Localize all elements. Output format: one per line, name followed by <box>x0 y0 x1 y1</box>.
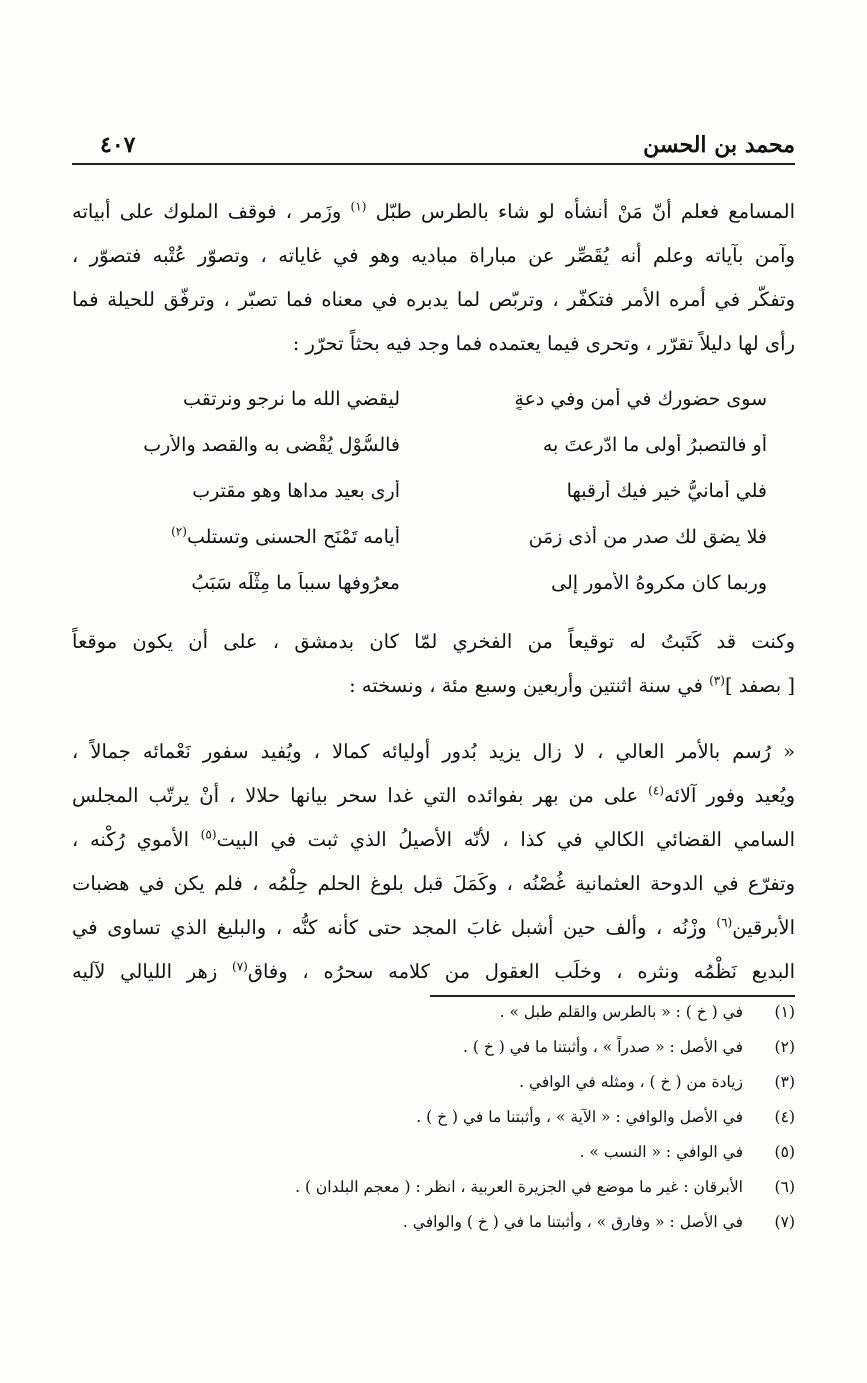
footnote-text: في الأصل والوافي : « الآية » ، وأثبتنا ما في ( خ ) . <box>416 1108 743 1126</box>
text-line: السامي القضائي الكالي في كذا ، لأنّه الأصيلُ الذي ثبت في البيت$^{(٥)}$ الأموي رُكْنه ، <box>72 827 795 851</box>
footnote-rule <box>430 995 795 997</box>
text-line: رأى لها دليلاً تقرّر ، وتحرى فيما يعتمده فما وجد فيه بحثاً تحرّر : <box>292 332 795 355</box>
footnote-number: (١) <box>774 1003 795 1021</box>
running-title: محمد بن الحسن <box>643 132 795 158</box>
footnote-number: (٤) <box>774 1108 795 1126</box>
footnote-ref[interactable]: (٦) <box>716 915 733 930</box>
verse <box>100 480 767 526</box>
footnote-item <box>72 1213 795 1248</box>
footnote-ref[interactable]: (٤) <box>648 783 664 798</box>
footnote-text: في الأصل : « صدراً » ، وأثبتنا ما في ( خ ) . <box>463 1038 743 1056</box>
text-line: [ بصفد ]$^{(٣)}$ في سنة اثنتين وأربعين وسبع مئة ، ونسخته : <box>349 673 795 697</box>
text-line: المسامع فعلم أنّ مَنْ أنشأه لو شاء بالطرس طبّل $^{(١)}$ وزَمر ، فوقف الملوك على أبياته <box>72 199 795 223</box>
footnote-ref[interactable]: (٧) <box>232 959 248 974</box>
footnote-number: (٢) <box>774 1038 795 1056</box>
text-line: وكنت قد كَتَبتُ له توقيعاً من الفخري لمّا كان بدمشق ، على أن يكون موقعاً <box>72 630 795 653</box>
footnote-text: الأبرقان : غير ما موضع في الجزيرة العربية ، انظر : ( معجم البلدان ) . <box>295 1178 743 1196</box>
text-line: « رُسم بالأمر العالي ، لا زال يزيد بُدور أوليائه كمالا ، ويُفيد سفور نَعْمائه جمالاً ، <box>72 740 795 763</box>
verse <box>100 388 767 434</box>
footnote-ref[interactable]: (٣) <box>709 673 725 688</box>
text-line: الأبرقين$^{(٦)}$ وزْنُه ، وألف حين أشبل غابَ المجد حتى كأنه كنُّه ، والبليغ الذي تساوى في <box>72 915 795 939</box>
footnote-item <box>72 1038 795 1073</box>
intro-paragraph <box>72 190 795 366</box>
footnote-ref[interactable]: (٥) <box>200 827 217 842</box>
footnote-text: في الأصل : « وفارق » ، وأثبتنا ما في ( خ ) والوافي . <box>402 1213 743 1231</box>
text-line: وتفرّع في الدوحة العثمانية غُصْنُه ، وكَمَلَ قبل بلوغ الحلم حِلْمُه ، فلم يكن في هضبات <box>72 872 795 895</box>
footnote-number: (٣) <box>774 1073 795 1091</box>
text-line: وآمن بآياته وعلم أنه يُقَصِّر عن مباراة مباديه وهو في غاياته ، وتصوّر عُتْبه فتصوّر ، <box>72 244 795 267</box>
verse-second-hemistich: فالسُّوْل يُقْضى به والقصد والأرب <box>143 434 400 456</box>
page-number: ٤٠٧ <box>100 132 136 158</box>
verse-second-hemistich: أرى بعيد مداها وهو مقترب <box>192 480 400 502</box>
verse-first-hemistich: فلا يضق لك صدر من أذى زمَنٍ <box>528 526 767 548</box>
verse <box>100 434 767 480</box>
text-line: وتفكّر في أمره الأمر فتكفّر ، وتربّص لما يدبره في معناه فما تصبّر ، وترفّق للحيلة فما <box>72 288 795 311</box>
footnote-text: في ( خ ) : « بالطرس والقلم طبل » . <box>499 1003 743 1021</box>
page-header <box>72 128 795 164</box>
header-rule <box>72 163 795 165</box>
verse <box>100 572 767 618</box>
poem-verses <box>100 388 767 618</box>
footnote-item <box>72 1003 795 1038</box>
footnote-text: في الوافي : « النسب » . <box>579 1143 743 1161</box>
second-paragraph <box>72 620 795 708</box>
footnote-text: زيادة من ( خ ) ، ومثله في الوافي . <box>519 1073 743 1091</box>
footnote-number: (٥) <box>774 1143 795 1161</box>
decree-paragraph <box>72 730 795 994</box>
footnote-item <box>72 1178 795 1213</box>
verse-first-hemistich: فلي أمانيُّ خير فيك أرقبها <box>566 480 767 502</box>
footnote-number: (٧) <box>774 1213 795 1231</box>
verse-first-hemistich: وربما كان مكروهُ الأمور إلى <box>551 572 767 594</box>
footnote-number: (٦) <box>774 1178 795 1196</box>
verse-second-hemistich: أيامه تَمْنَح الحسنى وتستلب$^{(٢)}$ <box>171 526 400 548</box>
footnote-item <box>72 1143 795 1178</box>
footnote-item <box>72 1108 795 1143</box>
verse-first-hemistich: سوى حضورك في أمنٍ وفي دعةٍ <box>514 388 767 410</box>
text-line: ويُعيد وفور آلائه$^{(٤)}$ على من بهر بفوائده التي غدا سحر بيانها حلالا ، أنْ يرتّب المجلس <box>72 783 795 807</box>
footnote-item <box>72 1073 795 1108</box>
footnotes <box>72 1003 795 1248</box>
verse-second-hemistich: ليقضي الله ما نرجو ونرتقب <box>183 388 400 410</box>
verse <box>100 526 767 572</box>
footnote-ref[interactable]: (١) <box>350 199 367 214</box>
verse-first-hemistich: أو فالتصبرُ أولى ما ادّرعتَ به <box>542 434 767 456</box>
text-line: البديع نَظْمُه ونثره ، وخلَب العقول من كلامه سحرُه ، وفاق$^{(٧)}$ زهر الليالي لآليه <box>72 959 795 983</box>
footnote-ref[interactable]: (٢) <box>171 526 187 539</box>
verse-second-hemistich: معرُوفها سبباً ما مِثْلَه سَبَبُ <box>191 572 400 594</box>
